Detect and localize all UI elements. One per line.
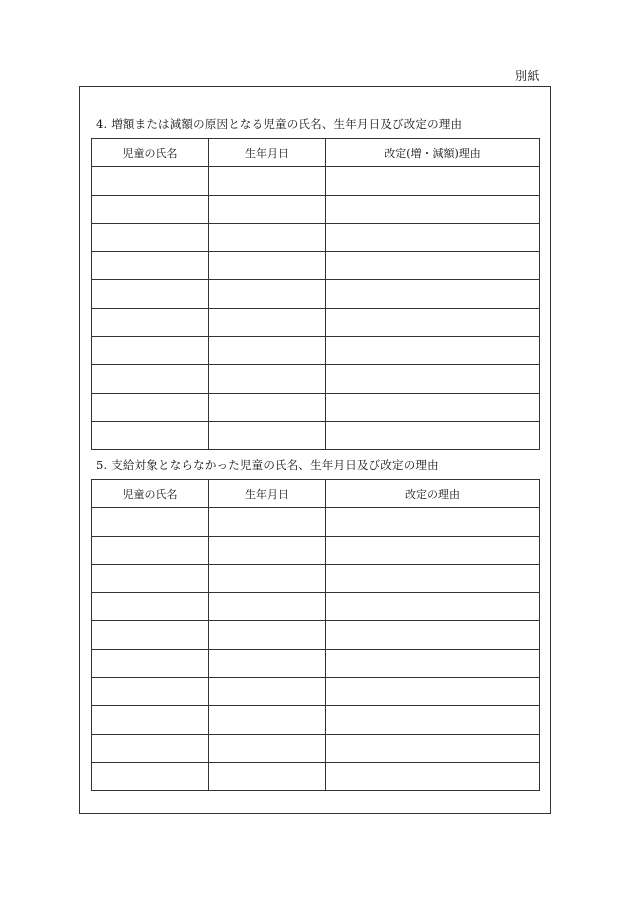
child-name-cell[interactable] <box>92 508 209 536</box>
child-name-cell[interactable] <box>92 223 209 251</box>
table-row <box>92 393 540 421</box>
reason-cell[interactable] <box>326 762 540 790</box>
section5-header-row <box>92 480 540 508</box>
table-row <box>92 621 540 649</box>
reason-cell[interactable] <box>326 421 540 449</box>
birth-date-cell[interactable] <box>209 167 326 195</box>
child-name-cell[interactable] <box>92 649 209 677</box>
child-name-cell[interactable] <box>92 167 209 195</box>
reason-cell[interactable] <box>326 195 540 223</box>
child-name-cell[interactable] <box>92 421 209 449</box>
reason-cell[interactable] <box>326 734 540 762</box>
reason-cell[interactable] <box>326 393 540 421</box>
birth-date-cell[interactable] <box>209 762 326 790</box>
reason-cell[interactable] <box>326 252 540 280</box>
child-name-cell[interactable] <box>92 280 209 308</box>
reason-cell[interactable] <box>326 508 540 536</box>
table-row <box>92 593 540 621</box>
table-row <box>92 195 540 223</box>
reason-cell[interactable] <box>326 678 540 706</box>
table-row <box>92 365 540 393</box>
birth-date-cell[interactable] <box>209 593 326 621</box>
reason-cell[interactable] <box>326 223 540 251</box>
header-birth-date: 生年月日 <box>209 480 326 508</box>
reason-cell[interactable] <box>326 536 540 564</box>
birth-date-cell[interactable] <box>209 308 326 336</box>
table-row <box>92 649 540 677</box>
table-row <box>92 280 540 308</box>
child-name-cell[interactable] <box>92 706 209 734</box>
reason-cell[interactable] <box>326 337 540 365</box>
reason-cell[interactable] <box>326 593 540 621</box>
birth-date-cell[interactable] <box>209 421 326 449</box>
birth-date-cell[interactable] <box>209 280 326 308</box>
reason-cell[interactable] <box>326 564 540 592</box>
child-name-cell[interactable] <box>92 393 209 421</box>
birth-date-cell[interactable] <box>209 678 326 706</box>
birth-date-cell[interactable] <box>209 508 326 536</box>
birth-date-cell[interactable] <box>209 223 326 251</box>
child-name-cell[interactable] <box>92 195 209 223</box>
child-name-cell[interactable] <box>92 678 209 706</box>
birth-date-cell[interactable] <box>209 252 326 280</box>
attachment-label: 別紙 <box>515 69 541 83</box>
reason-cell[interactable] <box>326 621 540 649</box>
section4-header-row <box>92 139 540 167</box>
table-row <box>92 421 540 449</box>
reason-cell[interactable] <box>326 365 540 393</box>
section5-body <box>92 508 540 791</box>
reason-cell[interactable] <box>326 308 540 336</box>
child-name-cell[interactable] <box>92 621 209 649</box>
reason-cell[interactable] <box>326 280 540 308</box>
section5-title: 5. 支給対象とならなかった児童の氏名、生年月日及び改定の理由 <box>96 458 439 472</box>
birth-date-cell[interactable] <box>209 536 326 564</box>
reason-cell[interactable] <box>326 167 540 195</box>
header-child-name: 児童の氏名 <box>92 480 209 508</box>
table-row <box>92 223 540 251</box>
table-row <box>92 252 540 280</box>
table-row <box>92 678 540 706</box>
child-name-cell[interactable] <box>92 762 209 790</box>
table-row <box>92 308 540 336</box>
section5-table <box>91 479 540 791</box>
birth-date-cell[interactable] <box>209 393 326 421</box>
table-row <box>92 762 540 790</box>
birth-date-cell[interactable] <box>209 195 326 223</box>
birth-date-cell[interactable] <box>209 734 326 762</box>
table-row <box>92 337 540 365</box>
birth-date-cell[interactable] <box>209 649 326 677</box>
child-name-cell[interactable] <box>92 536 209 564</box>
table-row <box>92 734 540 762</box>
child-name-cell[interactable] <box>92 252 209 280</box>
birth-date-cell[interactable] <box>209 706 326 734</box>
section4-body <box>92 167 540 450</box>
reason-cell[interactable] <box>326 706 540 734</box>
table-row <box>92 564 540 592</box>
birth-date-cell[interactable] <box>209 564 326 592</box>
child-name-cell[interactable] <box>92 734 209 762</box>
table-row <box>92 508 540 536</box>
birth-date-cell[interactable] <box>209 365 326 393</box>
child-name-cell[interactable] <box>92 365 209 393</box>
child-name-cell[interactable] <box>92 308 209 336</box>
section4-table <box>91 138 540 450</box>
child-name-cell[interactable] <box>92 593 209 621</box>
header-revision-reason: 改定(増・減額)理由 <box>326 139 540 167</box>
table-row <box>92 536 540 564</box>
header-revision-reason: 改定の理由 <box>326 480 540 508</box>
table-row <box>92 167 540 195</box>
table-row <box>92 706 540 734</box>
birth-date-cell[interactable] <box>209 337 326 365</box>
child-name-cell[interactable] <box>92 564 209 592</box>
header-birth-date: 生年月日 <box>209 139 326 167</box>
header-child-name: 児童の氏名 <box>92 139 209 167</box>
birth-date-cell[interactable] <box>209 621 326 649</box>
section4-title: 4. 増額または減額の原因となる児童の氏名、生年月日及び改定の理由 <box>96 117 463 131</box>
child-name-cell[interactable] <box>92 337 209 365</box>
reason-cell[interactable] <box>326 649 540 677</box>
